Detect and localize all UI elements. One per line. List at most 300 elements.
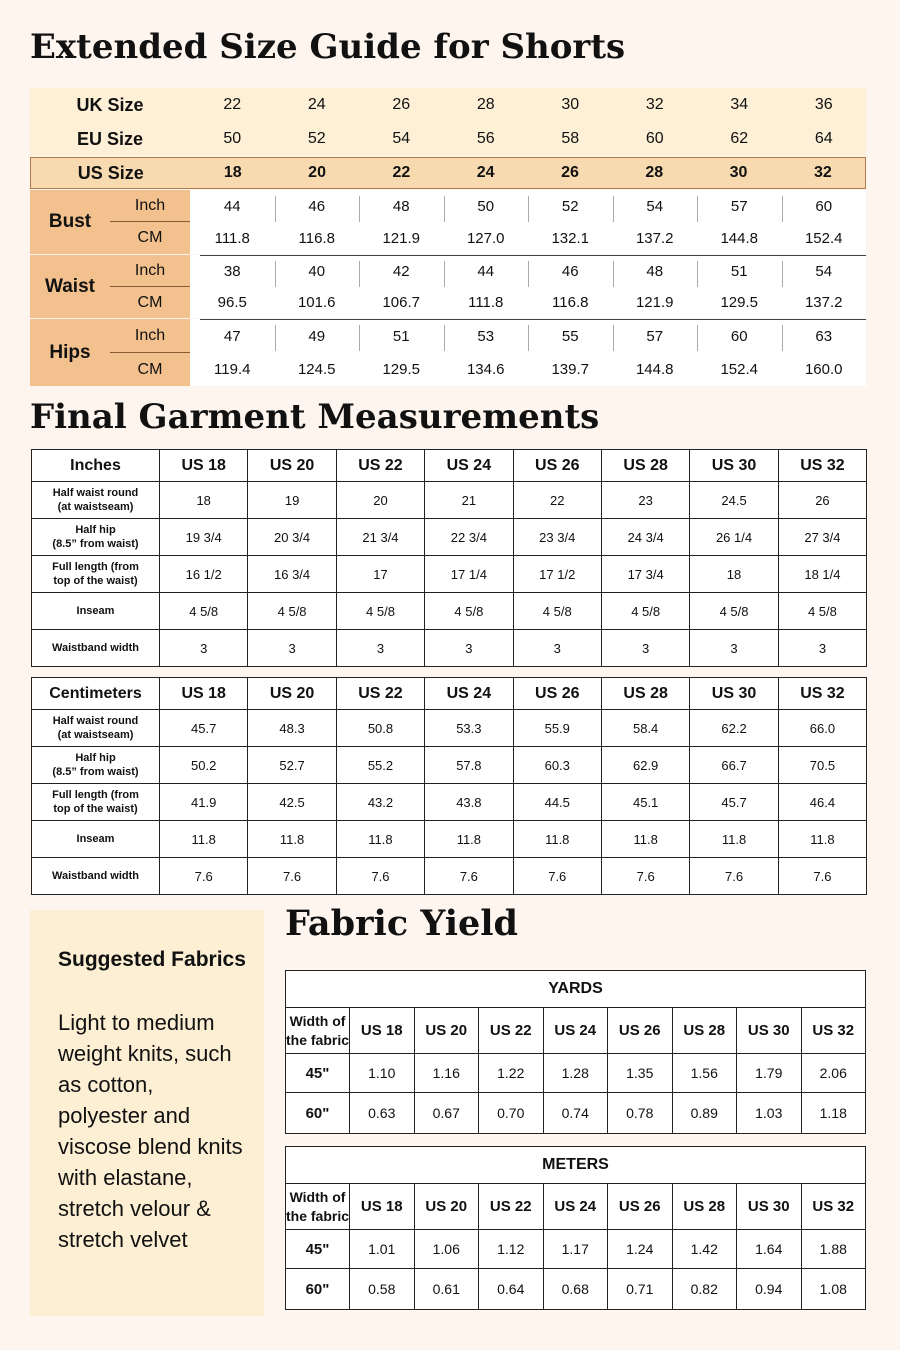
size-header: US 28 [601, 678, 689, 710]
table-cell: 1.06 [414, 1230, 479, 1269]
table-cell: 7.6 [513, 858, 601, 895]
table-cell: 2.06 [801, 1054, 866, 1093]
size-header: US 20 [248, 678, 336, 710]
measurement-value: 129.5 [382, 361, 421, 378]
size-cell: 56 [476, 130, 495, 147]
column-separator [782, 325, 783, 351]
table-cell: 50.8 [336, 710, 424, 747]
table-cell: 17 1/4 [425, 556, 513, 593]
measurement-value: 152.4 [720, 361, 759, 378]
table-cell: 26 [778, 482, 866, 519]
table-cell: 11.8 [778, 821, 866, 858]
measurement-value: 63 [815, 327, 833, 345]
size-cell: 64 [814, 130, 833, 147]
row-label [32, 593, 160, 630]
measurement-value: 46 [308, 197, 326, 215]
row-label-line1: Inseam [76, 832, 115, 845]
unit-inch-label: Inch [110, 190, 190, 222]
size-cell: 24 [307, 96, 326, 113]
table-cell: 7.6 [690, 858, 778, 895]
size-cell: 30 [729, 164, 748, 181]
column-separator [275, 325, 276, 351]
column-separator [528, 325, 529, 351]
table-cell: 0.71 [608, 1269, 673, 1310]
table-cell: 23 [601, 482, 689, 519]
measurement-value: 51 [730, 262, 748, 280]
values-row-cm [190, 222, 866, 254]
table-cell: 1.88 [801, 1230, 866, 1269]
measurement-value: 48 [646, 262, 664, 280]
column-separator [444, 261, 445, 287]
table-cell: 24.5 [690, 482, 778, 519]
table-cell: 7.6 [601, 858, 689, 895]
measurement-value: 60 [730, 327, 748, 345]
size-header: US 18 [350, 1008, 415, 1054]
table-cell: 23 3/4 [513, 519, 601, 556]
size-cell: 36 [814, 96, 833, 113]
measurement-value: 42 [392, 262, 410, 280]
measurement-value: 132.1 [551, 229, 590, 247]
column-separator [613, 261, 614, 287]
row-label-line1: Half waist round [52, 486, 139, 499]
width-value: 45" [286, 1230, 350, 1269]
measurement-value: 48 [392, 197, 410, 215]
row-label [32, 630, 160, 667]
column-separator [697, 196, 698, 222]
table-cell: 66.0 [778, 710, 866, 747]
header-row [32, 678, 867, 710]
size-header: US 26 [513, 678, 601, 710]
table-cell: 1.22 [479, 1054, 544, 1093]
table-cell: 11.8 [601, 821, 689, 858]
size-cell: 62 [730, 130, 749, 147]
measurement-value: 50 [477, 197, 495, 215]
size-cell: 60 [645, 130, 664, 147]
size-header: US 28 [672, 1184, 737, 1230]
table-row [32, 630, 867, 667]
table-cell: 18 1/4 [778, 556, 866, 593]
size-header: US 30 [690, 678, 778, 710]
table-cell: 16 1/2 [160, 556, 248, 593]
yield-caption: YARDS [286, 971, 866, 1008]
measurement-value: 111.8 [468, 294, 504, 311]
caption-row [286, 1147, 866, 1184]
unit-cm-label: CM [137, 229, 163, 246]
measurement-value: 119.4 [214, 361, 251, 378]
size-header: US 20 [248, 450, 336, 482]
column-separator [444, 325, 445, 351]
table-cell: 1.12 [479, 1230, 544, 1269]
table-cell: 1.10 [350, 1054, 415, 1093]
table-cell: 1.35 [608, 1054, 673, 1093]
table-cell: 0.64 [479, 1269, 544, 1310]
size-header: US 30 [737, 1184, 802, 1230]
row-label-line2: (8.5” from waist) [52, 766, 139, 778]
table-row [286, 1230, 866, 1269]
unit-inch-label: Inch [110, 319, 190, 353]
table-cell: 0.89 [672, 1093, 737, 1134]
suggested-fabrics-text: Light to medium weight knits, such as cotton, polyester and viscose blend knits with elastane, stretch velour & stretch velvet [58, 1010, 243, 1252]
table-cell: 4 5/8 [513, 593, 601, 630]
table-cell: 22 [513, 482, 601, 519]
size-cell: 28 [476, 96, 495, 113]
measurement-block-bust [30, 190, 866, 254]
measurement-value: 51 [392, 327, 410, 345]
size-cell: 22 [223, 96, 242, 113]
table-row [32, 556, 867, 593]
table-cell: 22 3/4 [425, 519, 513, 556]
size-header: US 24 [425, 450, 513, 482]
size-cell: 26 [392, 96, 411, 113]
table-cell: 45.7 [160, 710, 248, 747]
size-row-label: UK Size [76, 94, 144, 115]
size-header: US 22 [336, 678, 424, 710]
table-cell: 3 [248, 630, 336, 667]
header-row [286, 1184, 866, 1230]
table-cell: 58.4 [601, 710, 689, 747]
measurement-value: 134.6 [466, 361, 505, 378]
table-cell: 1.56 [672, 1054, 737, 1093]
table-row [32, 482, 867, 519]
table-cell: 1.08 [801, 1269, 866, 1310]
table-cell: 0.63 [350, 1093, 415, 1134]
size-header: US 32 [778, 450, 866, 482]
size-header: US 30 [737, 1008, 802, 1054]
garment-centimeters-table [31, 677, 867, 895]
measurement-value: 137.2 [635, 229, 674, 247]
measurement-value: 124.5 [297, 361, 336, 378]
unit-inch-label: Inch [110, 255, 190, 287]
garment-inches-table [31, 449, 867, 667]
row-label-line2: top of the waist) [53, 575, 138, 587]
table-cell: 1.18 [801, 1093, 866, 1134]
measurement-value: 44 [223, 197, 241, 215]
column-separator [697, 325, 698, 351]
row-label-line2: (at waistseam) [57, 729, 134, 741]
size-header: US 24 [425, 678, 513, 710]
width-label [286, 1008, 350, 1054]
table-cell: 50.2 [160, 747, 248, 784]
values-row-cm [190, 353, 866, 386]
header-row [32, 450, 867, 482]
table-cell: 3 [336, 630, 424, 667]
suggested-fabrics-panel [30, 910, 264, 1316]
table-cell: 4 5/8 [425, 593, 513, 630]
measurement-block-hips [30, 319, 866, 386]
column-separator [613, 325, 614, 351]
measurement-value: 106.7 [382, 294, 421, 311]
table-cell: 4 5/8 [778, 593, 866, 630]
yield-meters-table [285, 1146, 866, 1310]
column-separator [528, 261, 529, 287]
measurement-value: 160.0 [804, 361, 843, 378]
row-label [32, 710, 160, 747]
size-header: US 32 [801, 1008, 866, 1054]
row-label-line1: Waistband width [52, 641, 139, 654]
row-label-line1: Half waist round [52, 714, 139, 727]
table-cell: 46.4 [778, 784, 866, 821]
measurement-value: 57 [646, 327, 664, 345]
table-cell: 0.70 [479, 1093, 544, 1134]
table-cell: 57.8 [425, 747, 513, 784]
column-separator [697, 261, 698, 287]
table-cell: 1.03 [737, 1093, 802, 1134]
table-cell: 55.9 [513, 710, 601, 747]
table-cell: 11.8 [160, 821, 248, 858]
measurement-value: 96.5 [217, 294, 247, 311]
measurement-block-waist [30, 255, 866, 318]
measurement-values [190, 319, 866, 386]
width-label-line2: the fabric [286, 1207, 350, 1224]
measurement-value: 101.6 [297, 294, 336, 311]
table-cell: 7.6 [778, 858, 866, 895]
size-header: US 22 [336, 450, 424, 482]
width-label [286, 1184, 350, 1230]
table-cell: 11.8 [690, 821, 778, 858]
garment-measurements-title: Final Garment Measurements [30, 397, 600, 437]
measurement-value: 152.4 [804, 229, 843, 247]
row-label-line1: Half hip [75, 523, 116, 536]
table-cell: 3 [601, 630, 689, 667]
measurement-value: 47 [223, 327, 241, 345]
table-cell: 7.6 [248, 858, 336, 895]
width-label-line1: Width of [289, 1013, 346, 1030]
measurement-value: 60 [815, 197, 833, 215]
measurement-value: 129.5 [720, 294, 759, 311]
size-header: US 32 [801, 1184, 866, 1230]
table-cell: 3 [513, 630, 601, 667]
table-cell: 4 5/8 [336, 593, 424, 630]
table-cell: 7.6 [160, 858, 248, 895]
size-header: US 22 [479, 1008, 544, 1054]
table-cell: 0.68 [543, 1269, 608, 1310]
table-cell: 7.6 [425, 858, 513, 895]
table-cell: 24 3/4 [601, 519, 689, 556]
table-cell: 48.3 [248, 710, 336, 747]
table-row [32, 593, 867, 630]
row-label-line2: (at waistseam) [57, 501, 134, 513]
column-separator [613, 196, 614, 222]
table-cell: 17 [336, 556, 424, 593]
table-cell: 62.9 [601, 747, 689, 784]
size-header: US 18 [350, 1184, 415, 1230]
table-cell: 3 [160, 630, 248, 667]
table-cell: 20 3/4 [248, 519, 336, 556]
measurement-values [190, 255, 866, 318]
row-label-line2: top of the waist) [53, 803, 138, 815]
table-row [286, 1093, 866, 1134]
size-header: US 26 [608, 1184, 673, 1230]
table-cell: 4 5/8 [601, 593, 689, 630]
table-cell: 4 5/8 [690, 593, 778, 630]
row-label-line1: Waistband width [52, 869, 139, 882]
row-label [32, 747, 160, 784]
column-separator [359, 261, 360, 287]
row-label [32, 821, 160, 858]
table-cell: 43.8 [425, 784, 513, 821]
measurement-value: 57 [730, 197, 748, 215]
size-cell: 26 [561, 164, 579, 181]
column-separator [275, 196, 276, 222]
width-value: 45" [286, 1054, 350, 1093]
size-row-label: EU Size [76, 128, 144, 149]
fabric-yield-title: Fabric Yield [285, 903, 519, 944]
row-label [32, 784, 160, 821]
measurement-value: 121.9 [382, 229, 421, 247]
table-row [32, 519, 867, 556]
table-cell: 45.7 [690, 784, 778, 821]
values-row-cm [190, 287, 866, 318]
table-cell: 53.3 [425, 710, 513, 747]
measurement-value: 116.8 [298, 229, 335, 247]
unit-header: Inches [32, 450, 160, 482]
size-header: US 26 [513, 450, 601, 482]
yield-caption: METERS [286, 1147, 866, 1184]
table-row [32, 821, 867, 858]
table-cell: 21 [425, 482, 513, 519]
size-cell: 22 [392, 164, 411, 181]
measurement-value: 121.9 [635, 294, 674, 311]
size-cell: 32 [813, 164, 832, 181]
row-label-line1: Full length (from [52, 788, 139, 801]
measurement-name: Waist [45, 275, 95, 297]
size-header: US 30 [690, 450, 778, 482]
table-row [286, 1269, 866, 1310]
table-cell: 0.61 [414, 1269, 479, 1310]
table-cell: 19 [248, 482, 336, 519]
measurement-value: 139.7 [551, 361, 590, 378]
size-cell: 18 [223, 164, 242, 181]
table-cell: 42.5 [248, 784, 336, 821]
table-cell: 55.2 [336, 747, 424, 784]
table-cell: 11.8 [248, 821, 336, 858]
width-label-line1: Width of [289, 1189, 346, 1206]
measurement-value: 52 [561, 197, 579, 215]
table-cell: 70.5 [778, 747, 866, 784]
table-row [32, 858, 867, 895]
measurement-value: 44 [477, 262, 495, 280]
measurement-value: 144.8 [720, 229, 759, 247]
size-header: US 20 [414, 1184, 479, 1230]
table-cell: 17 3/4 [601, 556, 689, 593]
measurement-value: 137.2 [804, 294, 843, 311]
size-cell: 52 [307, 130, 326, 147]
column-separator [444, 196, 445, 222]
column-separator [782, 196, 783, 222]
table-cell: 41.9 [160, 784, 248, 821]
width-value: 60" [286, 1093, 350, 1134]
size-cell: 50 [223, 130, 242, 147]
table-cell: 11.8 [513, 821, 601, 858]
table-cell: 1.28 [543, 1054, 608, 1093]
header-row [286, 1008, 866, 1054]
table-cell: 0.82 [672, 1269, 737, 1310]
size-cell: 28 [645, 164, 664, 181]
size-header: US 18 [160, 678, 248, 710]
table-cell: 52.7 [248, 747, 336, 784]
table-cell: 1.79 [737, 1054, 802, 1093]
table-cell: 11.8 [336, 821, 424, 858]
measurement-name: Bust [48, 211, 92, 232]
suggested-fabrics-title: Suggested Fabrics [58, 948, 246, 971]
size-cell: 58 [561, 130, 580, 147]
size-row-label: US Size [77, 162, 144, 183]
size-cell: 54 [392, 130, 411, 147]
measurement-value: 38 [223, 262, 241, 280]
table-cell: 27 3/4 [778, 519, 866, 556]
size-cell: 34 [730, 96, 749, 113]
size-guide-title: Extended Size Guide for Shorts [30, 27, 626, 67]
size-guide-table [30, 88, 866, 386]
unit-cm-label: CM [137, 360, 163, 378]
table-row [32, 784, 867, 821]
table-cell: 3 [778, 630, 866, 667]
size-header: US 32 [778, 678, 866, 710]
table-cell: 62.2 [690, 710, 778, 747]
table-cell: 7.6 [336, 858, 424, 895]
table-cell: 21 3/4 [336, 519, 424, 556]
measurement-value: 54 [646, 197, 664, 215]
row-label-line1: Inseam [76, 604, 115, 617]
table-cell: 60.3 [513, 747, 601, 784]
size-cell: 20 [308, 164, 326, 181]
size-cell: 32 [645, 96, 664, 113]
table-cell: 0.74 [543, 1093, 608, 1134]
table-cell: 43.2 [336, 784, 424, 821]
row-label [32, 519, 160, 556]
measurement-value: 55 [561, 327, 579, 345]
column-separator [782, 261, 783, 287]
size-header: US 28 [672, 1008, 737, 1054]
measurement-value: 54 [815, 262, 833, 280]
table-cell: 1.16 [414, 1054, 479, 1093]
us-size-row [30, 157, 866, 189]
measurement-values [190, 190, 866, 254]
table-cell: 0.94 [737, 1269, 802, 1310]
table-cell: 26 1/4 [690, 519, 778, 556]
row-label-line1: Half hip [75, 751, 116, 764]
table-cell: 66.7 [690, 747, 778, 784]
table-row [32, 710, 867, 747]
table-cell: 1.42 [672, 1230, 737, 1269]
row-label [32, 482, 160, 519]
table-cell: 1.01 [350, 1230, 415, 1269]
size-header: US 20 [414, 1008, 479, 1054]
table-cell: 3 [690, 630, 778, 667]
unit-cm-label: CM [137, 293, 163, 311]
table-cell: 16 3/4 [248, 556, 336, 593]
size-header: US 22 [479, 1184, 544, 1230]
measurement-value: 46 [561, 262, 579, 280]
measurement-value: 127.0 [466, 229, 505, 247]
measurement-value: 144.8 [635, 361, 674, 378]
measurement-name: Hips [49, 341, 91, 363]
yield-yards-table [285, 970, 866, 1134]
table-cell: 1.24 [608, 1230, 673, 1269]
table-cell: 0.78 [608, 1093, 673, 1134]
size-header: US 18 [160, 450, 248, 482]
table-cell: 18 [160, 482, 248, 519]
row-label-line2: (8.5” from waist) [52, 538, 139, 550]
size-cell: 24 [476, 164, 495, 181]
table-cell: 4 5/8 [160, 593, 248, 630]
table-cell: 44.5 [513, 784, 601, 821]
table-cell: 45.1 [601, 784, 689, 821]
table-cell: 18 [690, 556, 778, 593]
row-label [32, 556, 160, 593]
table-cell: 0.58 [350, 1269, 415, 1310]
size-header: US 28 [601, 450, 689, 482]
